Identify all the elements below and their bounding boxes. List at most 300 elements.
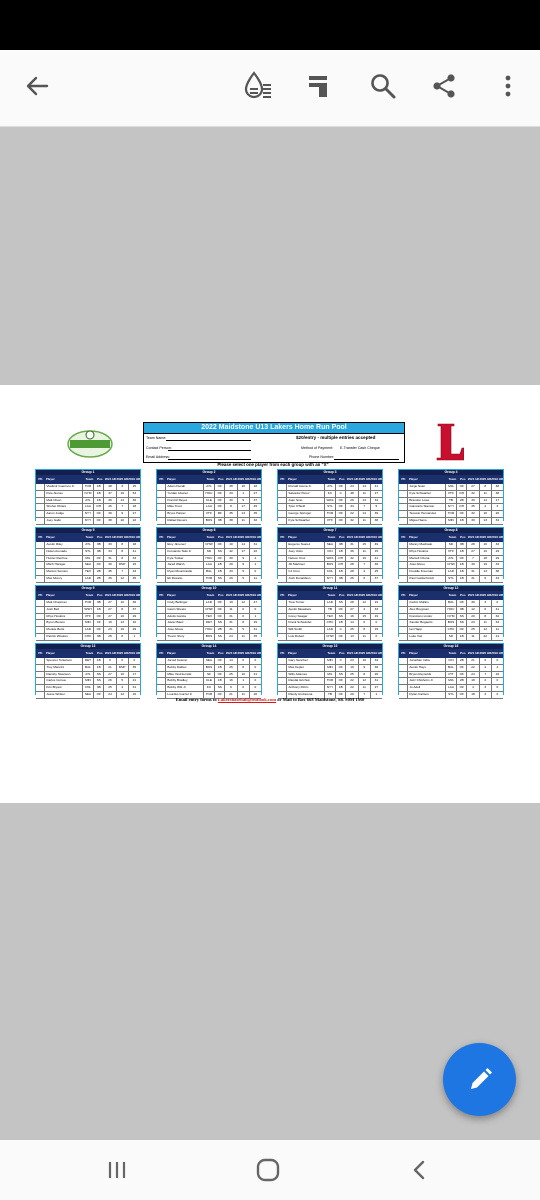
- column-header: 2019 HR: [249, 477, 261, 481]
- column-header: 2019 HR: [491, 593, 503, 597]
- pick-cell[interactable]: [157, 511, 166, 517]
- table-cell: 10: [117, 600, 129, 606]
- table-cell: LAD: [83, 627, 94, 633]
- table-cell: Eli Rosario: [166, 576, 203, 582]
- pick-cell[interactable]: [157, 620, 166, 626]
- pick-cell[interactable]: [399, 634, 408, 640]
- pick-cell[interactable]: [278, 518, 287, 524]
- pick-cell[interactable]: [157, 549, 166, 555]
- table-cell: 20: [253, 691, 258, 696]
- page-layout-icon[interactable]: [296, 64, 340, 108]
- pick-cell[interactable]: [36, 607, 45, 613]
- table-cell: DH: [336, 562, 346, 568]
- table-row: [399, 614, 503, 621]
- table-cell: 33: [374, 606, 379, 611]
- table-cell: 42: [225, 549, 237, 555]
- table-cell: 18: [132, 504, 137, 509]
- table-cell: 1B: [336, 685, 346, 691]
- pick-cell[interactable]: [399, 484, 408, 490]
- table-cell: 41: [374, 555, 379, 560]
- pick-cell[interactable]: [399, 658, 408, 664]
- table-cell: DH: [336, 556, 346, 562]
- table-cell: 31: [104, 556, 116, 562]
- pick-cell[interactable]: [36, 518, 45, 524]
- column-header: PK: [38, 651, 43, 655]
- recent-apps-icon[interactable]: [87, 1150, 147, 1190]
- table-cell: 1B: [457, 518, 467, 524]
- table-cell: Max Kepler: [287, 665, 324, 671]
- column-header: Pos: [339, 593, 345, 597]
- pick-cell[interactable]: [36, 665, 45, 671]
- table-row: [399, 498, 503, 505]
- pick-cell[interactable]: [157, 600, 166, 606]
- group-header-row: [157, 533, 261, 542]
- column-header: 2020 HR: [479, 535, 492, 539]
- table-cell: 24: [346, 484, 358, 490]
- payment-options: E-Transfer Cash Cheque: [340, 446, 380, 450]
- table-cell: OF: [215, 504, 225, 510]
- table-cell: CHW: [325, 634, 336, 640]
- column-header: Pos: [218, 651, 224, 655]
- pick-cell[interactable]: [36, 542, 45, 548]
- table-cell: 28: [346, 562, 358, 568]
- table-cell: 24: [467, 672, 479, 678]
- pick-cell[interactable]: [36, 491, 45, 497]
- pick-cell[interactable]: [278, 620, 287, 626]
- table-cell: 35: [467, 504, 479, 510]
- table-cell: 1B: [336, 620, 346, 626]
- table-cell: Dansby Swanson: [45, 672, 82, 678]
- pick-cell[interactable]: [36, 484, 45, 490]
- group-header-row: [278, 475, 382, 484]
- table-cell: 47: [253, 600, 258, 604]
- table-cell: 2B: [215, 627, 225, 633]
- column-header: Pos: [460, 477, 466, 481]
- table-cell: Teoscar Hernandez: [408, 511, 445, 517]
- table-cell: 8: [359, 672, 371, 678]
- group-title: Group 2: [157, 470, 261, 475]
- group-title: Group 9: [36, 586, 140, 591]
- pick-cell[interactable]: [399, 665, 408, 671]
- player-group: [35, 469, 141, 521]
- pick-cell[interactable]: [278, 491, 287, 497]
- table-cell: 11: [359, 518, 371, 524]
- table-cell: PIT: [446, 672, 457, 678]
- pick-cell[interactable]: [157, 569, 166, 575]
- pick-cell[interactable]: [278, 665, 287, 671]
- pick-cell[interactable]: [157, 658, 166, 664]
- pick-cell[interactable]: [157, 498, 166, 504]
- column-header: Player: [287, 651, 297, 655]
- home-icon[interactable]: [238, 1150, 298, 1190]
- table-cell: TEX: [83, 569, 94, 575]
- pick-cell[interactable]: [36, 504, 45, 510]
- pick-cell[interactable]: [36, 672, 45, 678]
- pick-cell[interactable]: [278, 634, 287, 640]
- table-cell: 12: [117, 692, 129, 698]
- table-cell: 27: [346, 607, 358, 613]
- pick-cell[interactable]: [36, 556, 45, 562]
- table-cell: 1B: [94, 484, 104, 490]
- pick-cell[interactable]: [399, 504, 408, 510]
- pick-cell[interactable]: [399, 627, 408, 633]
- table-cell: BOS: [446, 620, 457, 626]
- table-cell: 1B: [215, 665, 225, 671]
- edit-fab-button[interactable]: [443, 1043, 516, 1116]
- table-row: [399, 484, 503, 491]
- table-row: [36, 549, 140, 556]
- column-header: Team: [206, 651, 215, 655]
- table-cell: Mitch Haniger: [45, 562, 82, 568]
- pick-cell[interactable]: [157, 576, 166, 582]
- table-cell: HOU: [204, 627, 215, 633]
- column-header: Team: [85, 477, 94, 481]
- pick-cell[interactable]: [278, 511, 287, 517]
- table-cell: COL: [83, 685, 94, 691]
- pick-cell[interactable]: [36, 511, 45, 517]
- table-cell: 11: [467, 634, 479, 640]
- pick-cell[interactable]: [157, 665, 166, 671]
- pick-cell[interactable]: [399, 549, 408, 555]
- table-cell: DNP: [117, 562, 129, 568]
- table-cell: SS: [215, 634, 225, 640]
- pick-cell[interactable]: [399, 607, 408, 613]
- table-cell: 11: [480, 620, 492, 626]
- table-cell: 17: [495, 497, 500, 502]
- table-cell: WAS: [325, 498, 336, 504]
- pick-cell[interactable]: [399, 678, 408, 684]
- table-cell: 2B: [457, 498, 467, 504]
- column-header: 2020 HR: [116, 651, 129, 655]
- pick-cell[interactable]: [36, 634, 45, 640]
- column-header: 2020 HR: [116, 593, 129, 597]
- table-cell: OF: [94, 614, 104, 620]
- table-cell: OF: [215, 491, 225, 497]
- column-header: Player: [45, 593, 55, 597]
- table-cell: 10: [117, 518, 129, 524]
- table-cell: NYY: [325, 576, 336, 582]
- pick-cell[interactable]: [36, 600, 45, 606]
- pick-cell[interactable]: [157, 607, 166, 613]
- pick-cell[interactable]: [399, 672, 408, 678]
- table-cell: 3: [480, 600, 492, 606]
- table-row: [157, 600, 261, 607]
- pick-cell[interactable]: [399, 491, 408, 497]
- ink-drop-icon[interactable]: [236, 64, 280, 108]
- pick-cell[interactable]: [36, 658, 45, 664]
- table-cell: SS: [94, 672, 104, 678]
- pick-cell[interactable]: [157, 678, 166, 684]
- table-cell: Aaron Judge: [45, 511, 82, 517]
- table-cell: TEX: [325, 614, 336, 620]
- column-header: Player: [166, 593, 176, 597]
- table-cell: LAA: [204, 504, 215, 510]
- table-cell: MIN: [83, 620, 94, 626]
- table-cell: 33: [104, 542, 116, 548]
- pick-cell[interactable]: [278, 685, 287, 691]
- column-header: 2021 HR: [467, 593, 480, 597]
- column-header: Team: [206, 477, 215, 481]
- table-cell: 8: [480, 614, 492, 620]
- group-header-row: [399, 475, 503, 484]
- table-cell: JD Martinez: [287, 562, 324, 568]
- pick-cell[interactable]: [399, 576, 408, 582]
- table-cell: 13: [480, 518, 492, 524]
- table-cell: 25: [467, 627, 479, 633]
- table-cell: CLE: [204, 678, 215, 684]
- pick-cell[interactable]: [278, 607, 287, 613]
- pick-cell[interactable]: [399, 600, 408, 606]
- table-cell: OF: [336, 484, 346, 490]
- table-row: [157, 518, 261, 525]
- table-cell: Manny Machado: [408, 542, 445, 548]
- table-cell: NYY: [446, 504, 457, 510]
- column-header: PK: [280, 477, 285, 481]
- table-row: [278, 504, 382, 511]
- pick-cell[interactable]: [278, 576, 287, 582]
- table-cell: SEA: [83, 692, 94, 698]
- table-cell: 32: [346, 556, 358, 562]
- table-row: [157, 678, 261, 685]
- table-cell: 15: [359, 614, 371, 620]
- table-cell: KC: [204, 685, 215, 691]
- table-cell: 0: [254, 685, 257, 690]
- table-row: [278, 542, 382, 549]
- table-cell: 29: [132, 613, 137, 618]
- pick-cell[interactable]: [278, 672, 287, 678]
- player-group: [398, 643, 504, 695]
- table-cell: 1B: [215, 569, 225, 575]
- table-row: [278, 562, 382, 569]
- document-viewer[interactable]: [0, 127, 540, 1140]
- table-cell: Jared Walsh: [166, 562, 203, 568]
- table-cell: SS: [336, 614, 346, 620]
- pick-cell[interactable]: [157, 672, 166, 678]
- table-cell: TB: [446, 498, 457, 504]
- table-cell: 17: [132, 671, 137, 676]
- group-title: Group 7: [278, 528, 382, 533]
- pick-cell[interactable]: [157, 491, 166, 497]
- pick-cell[interactable]: [36, 620, 45, 626]
- table-cell: 34: [495, 517, 500, 522]
- arrow-left-icon[interactable]: [15, 64, 59, 108]
- column-header: Team: [206, 593, 215, 597]
- column-header: 2020 HR: [358, 477, 371, 481]
- pick-cell[interactable]: [399, 556, 408, 562]
- table-cell: 27: [104, 614, 116, 620]
- table-cell: CHC: [325, 620, 336, 626]
- pick-cell[interactable]: [36, 569, 45, 575]
- table-cell: OF: [457, 556, 467, 562]
- pencil-edit-icon: [465, 1065, 495, 1095]
- column-header: 2021 HR: [104, 535, 117, 539]
- column-header: Player: [166, 535, 176, 539]
- pick-cell[interactable]: [157, 614, 166, 620]
- pick-cell[interactable]: [399, 614, 408, 620]
- pick-cell[interactable]: [278, 658, 287, 664]
- table-cell: Gary Sanchez: [287, 658, 324, 664]
- column-header: PK: [401, 535, 406, 539]
- table-cell: PHI: [446, 549, 457, 555]
- column-header: Player: [408, 535, 418, 539]
- pick-cell[interactable]: [157, 634, 166, 640]
- pick-cell[interactable]: [399, 518, 408, 524]
- pick-cell[interactable]: [157, 484, 166, 490]
- table-cell: 21: [467, 658, 479, 664]
- column-header: 2021 HR: [225, 651, 238, 655]
- table-cell: 3B: [94, 685, 104, 691]
- table-row: [399, 620, 503, 627]
- table-cell: 15: [374, 627, 379, 632]
- table-cell: TOR: [204, 576, 215, 582]
- table-cell: Vladimir Guerrero Jr.: [45, 484, 82, 490]
- table-cell: Carlos Correa: [45, 678, 82, 684]
- table-cell: 33: [132, 555, 137, 560]
- column-header: Team: [85, 535, 94, 539]
- table-cell: 10: [480, 549, 492, 555]
- column-header: PK: [38, 593, 43, 597]
- pick-cell[interactable]: [399, 511, 408, 517]
- pick-cell[interactable]: [36, 678, 45, 684]
- table-cell: 1: [238, 678, 250, 684]
- table-cell: OF: [215, 614, 225, 620]
- pick-cell[interactable]: [157, 562, 166, 568]
- table-cell: OF: [457, 627, 467, 633]
- pick-cell[interactable]: [399, 569, 408, 575]
- pick-cell[interactable]: [278, 678, 287, 684]
- pick-cell[interactable]: [36, 576, 45, 582]
- table-cell: Mookie Betts: [45, 627, 82, 633]
- footer-prefix: Email entry forms to: [175, 697, 218, 702]
- footer-email-link[interactable]: Lakersbaseball@outlook.com: [217, 697, 277, 702]
- pick-cell[interactable]: [399, 620, 408, 626]
- table-cell: OF: [215, 542, 225, 548]
- player-group: [35, 527, 141, 579]
- table-cell: Javier Baez: [166, 620, 203, 626]
- table-cell: 31: [225, 620, 237, 626]
- table-cell: 12: [467, 607, 479, 613]
- table-cell: 13: [359, 498, 371, 504]
- table-cell: 14: [346, 620, 358, 626]
- table-cell: 38: [225, 518, 237, 524]
- pick-cell[interactable]: [399, 562, 408, 568]
- column-header: Player: [408, 477, 418, 481]
- pick-cell[interactable]: [278, 556, 287, 562]
- table-cell: 35: [225, 511, 237, 517]
- pick-cell[interactable]: [36, 562, 45, 568]
- pick-cell[interactable]: [36, 627, 45, 633]
- table-cell: OF: [457, 692, 467, 698]
- table-cell: Kyle Schwarber: [287, 518, 324, 524]
- group-title: Group 10: [157, 586, 261, 591]
- pick-cell[interactable]: [36, 614, 45, 620]
- pick-cell[interactable]: [278, 542, 287, 548]
- table-cell: Pete Alonso: [45, 491, 82, 497]
- table-row: [36, 491, 140, 498]
- pick-cell[interactable]: [399, 498, 408, 504]
- table-cell: 31: [253, 627, 258, 632]
- table-cell: 36: [132, 497, 137, 502]
- table-row: [399, 549, 503, 556]
- pick-cell[interactable]: [278, 484, 287, 490]
- pick-cell[interactable]: [278, 614, 287, 620]
- pick-cell[interactable]: [157, 542, 166, 548]
- table-cell: ATL: [83, 672, 94, 678]
- table-cell: 29: [225, 562, 237, 568]
- table-row: [157, 484, 261, 491]
- pick-cell[interactable]: [399, 542, 408, 548]
- pick-cell[interactable]: [278, 600, 287, 606]
- table-row: [399, 627, 503, 634]
- table-cell: Shohei Ohtani: [45, 504, 82, 510]
- pick-cell[interactable]: [157, 627, 166, 633]
- table-cell: BAL: [446, 665, 457, 671]
- pick-cell[interactable]: [399, 685, 408, 691]
- column-header: Player: [166, 477, 176, 481]
- table-cell: 38: [225, 484, 237, 490]
- table-cell: 19: [104, 620, 116, 626]
- pick-cell[interactable]: [157, 556, 166, 562]
- table-cell: 14: [238, 542, 250, 548]
- table-cell: 3: [117, 484, 129, 490]
- table-cell: BOS: [204, 518, 215, 524]
- table-cell: 29: [495, 548, 500, 553]
- search-icon[interactable]: [361, 64, 405, 108]
- table-cell: Austin Hays: [408, 665, 445, 671]
- column-header: Pos: [97, 593, 103, 597]
- share-icon[interactable]: [422, 64, 466, 108]
- pick-cell[interactable]: [36, 685, 45, 691]
- pick-cell[interactable]: [278, 627, 287, 633]
- back-icon[interactable]: [389, 1150, 449, 1190]
- table-row: [36, 620, 140, 627]
- table-cell: OF: [457, 672, 467, 678]
- table-cell: LAD: [325, 627, 336, 633]
- table-row: [278, 600, 382, 607]
- player-group: [277, 469, 383, 521]
- column-header: 2021 HR: [104, 477, 117, 481]
- table-cell: OF: [336, 665, 346, 671]
- pick-cell[interactable]: [278, 562, 287, 568]
- pick-cell[interactable]: [278, 498, 287, 504]
- pick-cell[interactable]: [278, 569, 287, 575]
- table-cell: CIN: [446, 658, 457, 664]
- column-header: Player: [166, 651, 176, 655]
- pick-cell[interactable]: [157, 518, 166, 524]
- table-cell: MIN: [325, 658, 336, 664]
- pick-cell[interactable]: [157, 504, 166, 510]
- more-vert-icon[interactable]: [486, 64, 530, 108]
- table-cell: 8: [359, 627, 371, 633]
- player-group: [35, 643, 141, 695]
- pick-cell[interactable]: [157, 685, 166, 691]
- table-row: [157, 672, 261, 679]
- pick-cell[interactable]: [278, 504, 287, 510]
- pick-cell[interactable]: [36, 498, 45, 504]
- table-cell: Nelson Cruz: [287, 556, 324, 562]
- table-cell: CIN: [325, 549, 336, 555]
- player-group: [156, 469, 262, 521]
- table-cell: 8: [117, 549, 129, 555]
- column-header: Pos: [339, 477, 345, 481]
- table-cell: 31: [253, 542, 258, 546]
- table-cell: 29: [495, 555, 500, 560]
- pick-cell[interactable]: [278, 549, 287, 555]
- table-cell: 0: [496, 658, 499, 662]
- table-cell: Ronald Acuna Jr.: [287, 484, 324, 490]
- pick-cell[interactable]: [36, 549, 45, 555]
- table-cell: 16: [359, 556, 371, 562]
